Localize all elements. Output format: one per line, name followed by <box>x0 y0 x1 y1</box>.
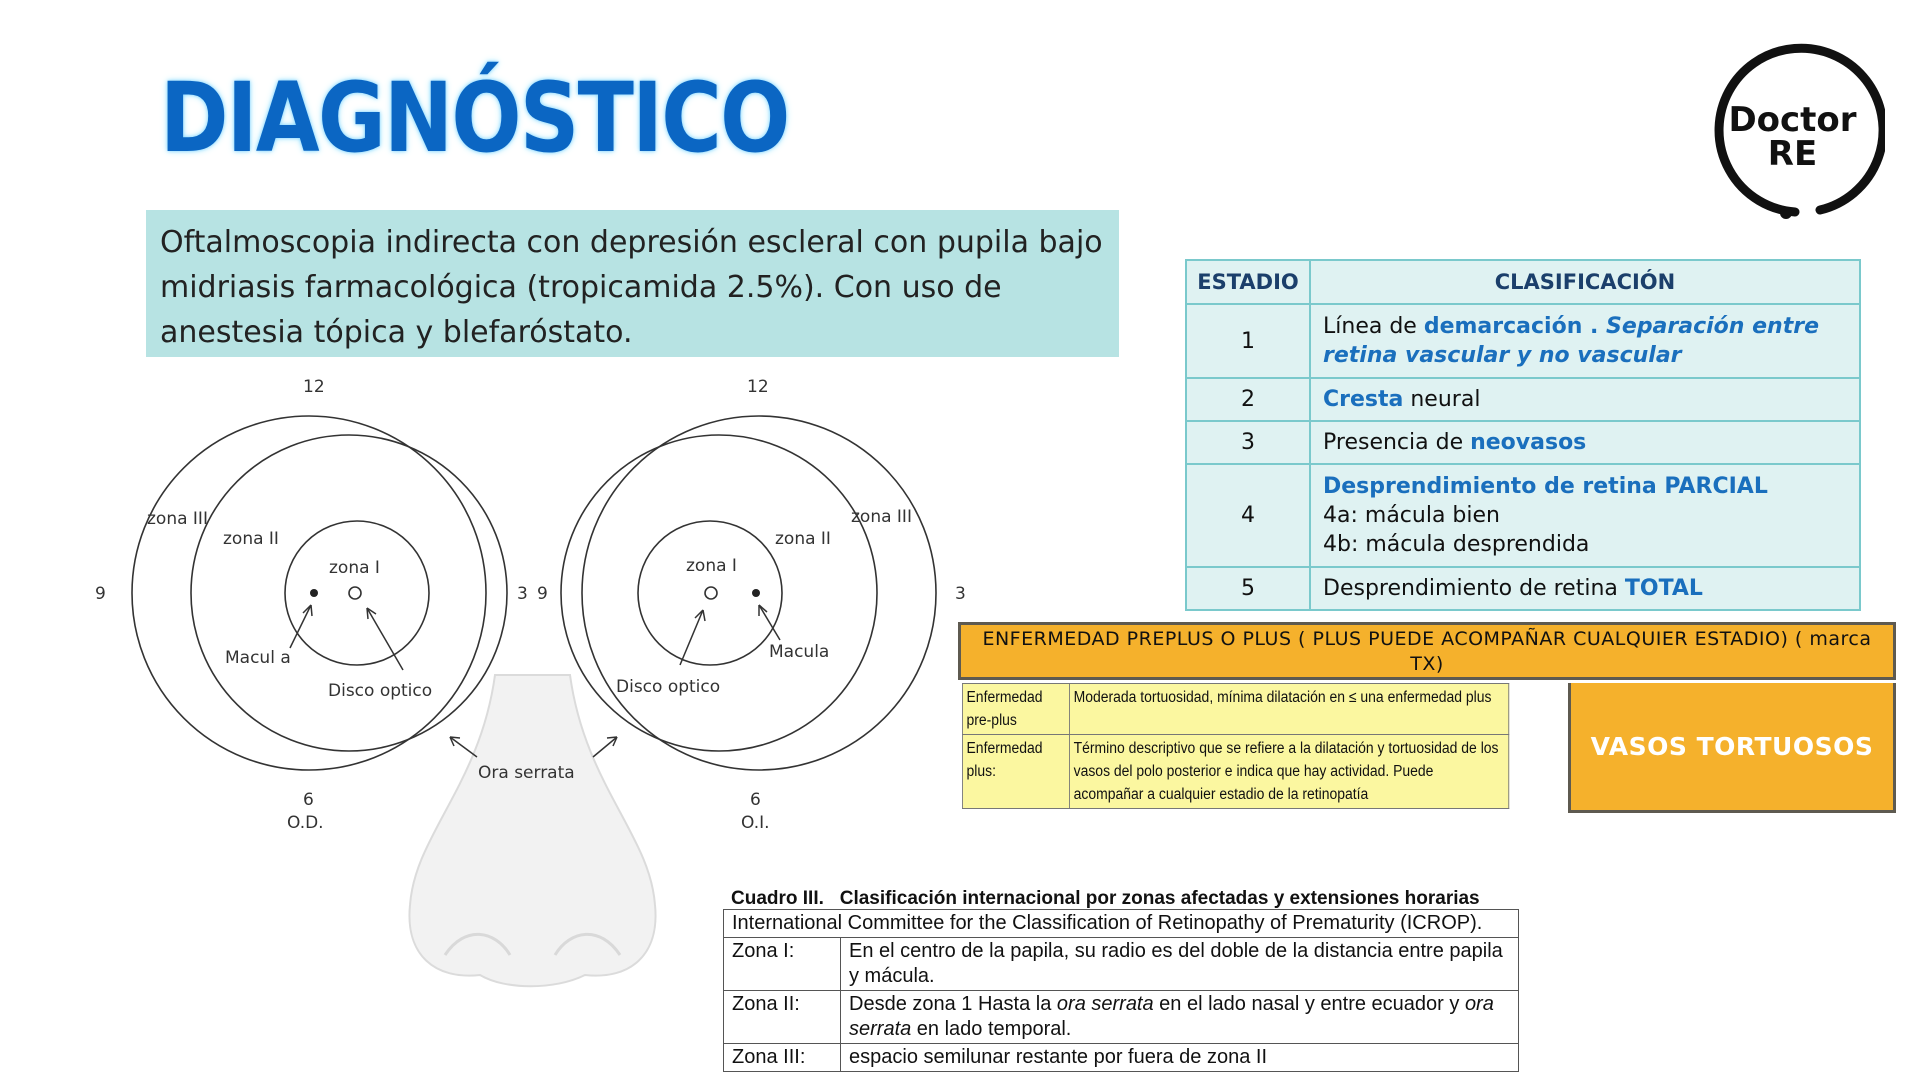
stage-number: 5 <box>1186 567 1310 610</box>
stage-description: Desprendimiento de retina PARCIAL 4a: mácula bien 4b: mácula desprendida <box>1310 464 1860 567</box>
stage-description: Línea de demarcación . Separación entre retina vascular y no vascular <box>1310 304 1860 378</box>
logo-text <box>1700 100 1885 174</box>
plus-row <box>962 735 1508 809</box>
plus-row-label: Enfermedad plus: <box>962 735 1069 809</box>
zone-row <box>724 1044 1519 1072</box>
header-clasificacion: CLASIFICACIÓN <box>1310 260 1860 304</box>
stage-description: Desprendimiento de retina TOTAL <box>1310 567 1860 610</box>
zone-description: Desde zona 1 Hasta la ora serrata en el lado nasal y entre ecuador y ora serrata en lado temporal. <box>841 991 1519 1044</box>
od-macula: Macul a <box>225 648 291 668</box>
nose-illustration <box>409 675 655 986</box>
stage-description: Cresta neural <box>1310 378 1860 421</box>
zone-label: Zona III: <box>724 1044 841 1072</box>
logo-line-2: RE <box>1767 134 1818 174</box>
oi-disco: Disco optico <box>616 677 721 697</box>
intro-box: Oftalmoscopia indirecta con depresión escleral con pupila bajo midriasis farmacológica (tropicamida 2.5%). Con uso de anestesia tópica y blefaróstato. <box>146 210 1119 357</box>
oi-label-6: 6 <box>750 790 761 810</box>
od-label-12: 12 <box>303 377 325 397</box>
logo-line-1: Doctor <box>1728 100 1857 140</box>
stage-description: Presencia de neovasos <box>1310 421 1860 464</box>
stage-number: 3 <box>1186 421 1310 464</box>
od-zona-2: zona II <box>223 529 279 549</box>
zones-table-header <box>724 910 1519 938</box>
stage-number: 1 <box>1186 304 1310 378</box>
od-label-9: 9 <box>95 584 106 604</box>
zone-label: Zona I: <box>724 938 841 991</box>
zone-description: espacio semilunar restante por fuera de zona II <box>841 1044 1519 1072</box>
vasos-tortuosos-box: VASOS TORTUOSOS <box>1568 683 1896 813</box>
plus-disease-header: ENFERMEDAD PREPLUS O PLUS ( PLUS PUEDE ACOMPAÑAR CUALQUIER ESTADIO) ( marca TX) <box>958 622 1896 680</box>
stage-classification-table <box>1185 259 1861 611</box>
right-eye-diagram <box>537 377 966 833</box>
stage-row-3 <box>1186 421 1860 464</box>
plus-row-text: Moderada tortuosidad, mínima dilatación en ≤ una enfermedad plus <box>1070 684 1509 735</box>
oi-label-12: 12 <box>747 377 769 397</box>
page-title: DIAGNÓSTICO <box>160 62 789 174</box>
oi-label-3: 3 <box>955 584 966 604</box>
od-zona-3: zona III <box>147 509 208 529</box>
zones-table-title: Cuadro III. Clasificación internacional por zonas afectadas y extensiones horarias <box>731 888 1480 909</box>
od-disco: Disco optico <box>328 681 433 701</box>
stage-row-1 <box>1186 304 1860 378</box>
stage-row-2 <box>1186 378 1860 421</box>
zone-description: En el centro de la papila, su radio es del doble de la distancia entre papila y mácula. <box>841 938 1519 991</box>
stage-row-5 <box>1186 567 1860 610</box>
oi-zona-2: zona II <box>775 529 831 549</box>
od-label: O.D. <box>287 813 324 833</box>
header-estadio: ESTADIO <box>1186 260 1310 304</box>
stage-number: 4 <box>1186 464 1310 567</box>
oi-macula: Macula <box>769 642 830 662</box>
stage-table-header <box>1186 260 1860 304</box>
icrop-header: International Committee for the Classification of Retinopathy of Prematurity (ICROP). <box>724 910 1519 938</box>
stage-number: 2 <box>1186 378 1310 421</box>
zone-row <box>724 991 1519 1044</box>
zones-table <box>723 909 1519 1072</box>
od-label-6: 6 <box>303 790 314 810</box>
oi-label-9: 9 <box>537 584 548 604</box>
plus-disease-table <box>962 683 1509 809</box>
stage-row-4 <box>1186 464 1860 567</box>
left-eye-diagram <box>95 377 528 833</box>
ora-serrata-label: Ora serrata <box>478 763 575 783</box>
zone-label: Zona II: <box>724 991 841 1044</box>
od-zona-1: zona I <box>329 558 380 578</box>
zone-row <box>724 938 1519 991</box>
plus-row-label: Enfermedad pre-plus <box>962 684 1069 735</box>
plus-row-text: Término descriptivo que se refiere a la dilatación y tortuosidad de los vasos del polo posterior e indica que hay actividad. Puede acompañar a cualquier estadio de la retinopatía <box>1070 735 1509 809</box>
oi-zona-3: zona III <box>851 507 912 527</box>
oi-zona-1: zona I <box>686 556 737 576</box>
od-label-3: 3 <box>517 584 528 604</box>
oi-label: O.I. <box>741 813 770 833</box>
plus-row <box>962 684 1508 735</box>
